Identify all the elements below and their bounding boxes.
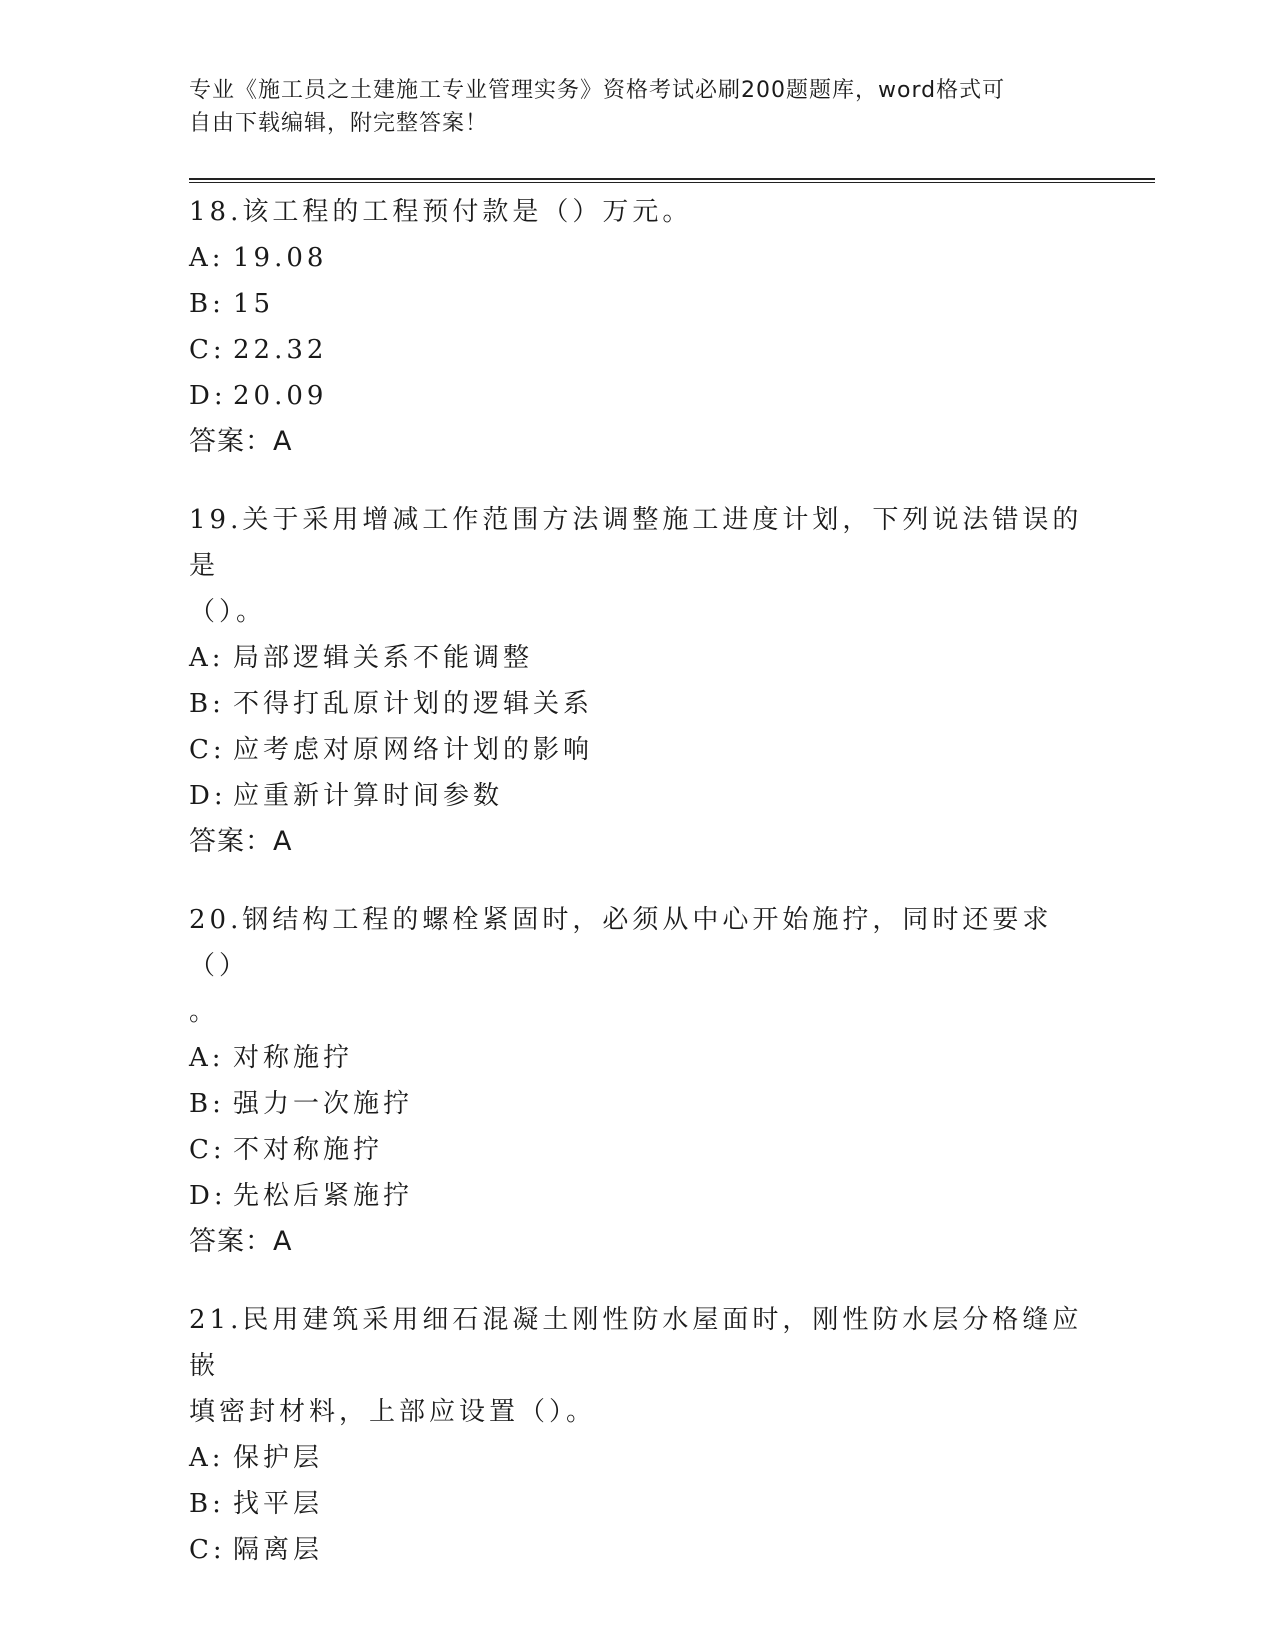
header-line-1: 专业《施工员之土建施工专业管理实务》资格考试必刷200题题库，word格式可 (189, 78, 1006, 103)
option-text: 15 (233, 289, 275, 319)
option-c (189, 1527, 1089, 1573)
option-text: 22.32 (233, 335, 328, 365)
option-text: 不得打乱原计划的逻辑关系 (233, 689, 594, 719)
option-letter: A: (189, 243, 225, 273)
header-line-2: 自由下载编辑，附完整答案！ (189, 111, 489, 136)
option-text: 19.08 (233, 243, 328, 273)
option-text: 局部逻辑关系不能调整 (233, 643, 534, 673)
option-letter: B: (189, 289, 225, 319)
option-text: 应重新计算时间参数 (233, 781, 504, 811)
option-b (189, 1081, 1089, 1127)
option-d (189, 373, 1089, 419)
option-c (189, 327, 1089, 373)
question-stem-line: 21.民用建筑采用细石混凝土刚性防水屋面时，刚性防水层分格缝应嵌 (189, 1305, 1083, 1381)
option-text: 找平层 (233, 1489, 324, 1519)
question-18 (189, 189, 1089, 465)
option-text: 不对称施拧 (233, 1135, 384, 1165)
option-letter: A: (189, 1443, 225, 1473)
option-b (189, 681, 1089, 727)
option-text: 20.09 (233, 381, 328, 411)
option-text: 保护层 (233, 1443, 324, 1473)
option-letter: C: (189, 735, 226, 765)
option-letter: A: (189, 1043, 225, 1073)
option-b (189, 281, 1089, 327)
option-a (189, 235, 1089, 281)
option-a (189, 635, 1089, 681)
answer-label: 答案：A (189, 826, 293, 857)
option-c (189, 1127, 1089, 1173)
option-a (189, 1035, 1089, 1081)
answer-label: 答案：A (189, 1226, 293, 1257)
option-d (189, 773, 1089, 819)
question-stem-line: 填密封材料，上部应设置（）。 (189, 1397, 597, 1427)
header-divider (189, 178, 1155, 183)
option-letter: B: (189, 1089, 225, 1119)
option-text: 先松后紧施拧 (233, 1181, 414, 1211)
document-header (189, 74, 1069, 140)
question-stem-line: 18.该工程的工程预付款是（）万元。 (189, 197, 693, 227)
question-stem-line: 20.钢结构工程的螺栓紧固时，必须从中心开始施拧，同时还要求（） (189, 905, 1053, 981)
question-list (189, 189, 1089, 1605)
question-21 (189, 1297, 1089, 1573)
question-20 (189, 897, 1089, 1265)
option-letter: B: (189, 689, 225, 719)
option-d (189, 1173, 1089, 1219)
option-b (189, 1481, 1089, 1527)
question-stem-line: （）。 (189, 597, 267, 627)
option-text: 强力一次施拧 (233, 1089, 414, 1119)
question-stem (189, 897, 1089, 1035)
question-19 (189, 497, 1089, 865)
option-letter: D: (189, 381, 227, 411)
option-letter: D: (189, 781, 227, 811)
question-stem-line: 。 (189, 997, 220, 1027)
question-stem (189, 1297, 1089, 1435)
option-letter: C: (189, 1535, 226, 1565)
option-text: 对称施拧 (233, 1043, 354, 1073)
option-c (189, 727, 1089, 773)
answer-label: 答案：A (189, 426, 293, 457)
question-stem-line: 19.关于采用增减工作范围方法调整施工进度计划，下列说法错误的是 (189, 505, 1083, 581)
option-letter: C: (189, 335, 226, 365)
option-letter: C: (189, 1135, 226, 1165)
option-a (189, 1435, 1089, 1481)
option-letter: A: (189, 643, 225, 673)
option-letter: B: (189, 1489, 225, 1519)
option-text: 应考虑对原网络计划的影响 (233, 735, 594, 765)
question-stem (189, 497, 1089, 635)
option-letter: D: (189, 1181, 227, 1211)
question-stem (189, 189, 1089, 235)
option-text: 隔离层 (233, 1535, 324, 1565)
